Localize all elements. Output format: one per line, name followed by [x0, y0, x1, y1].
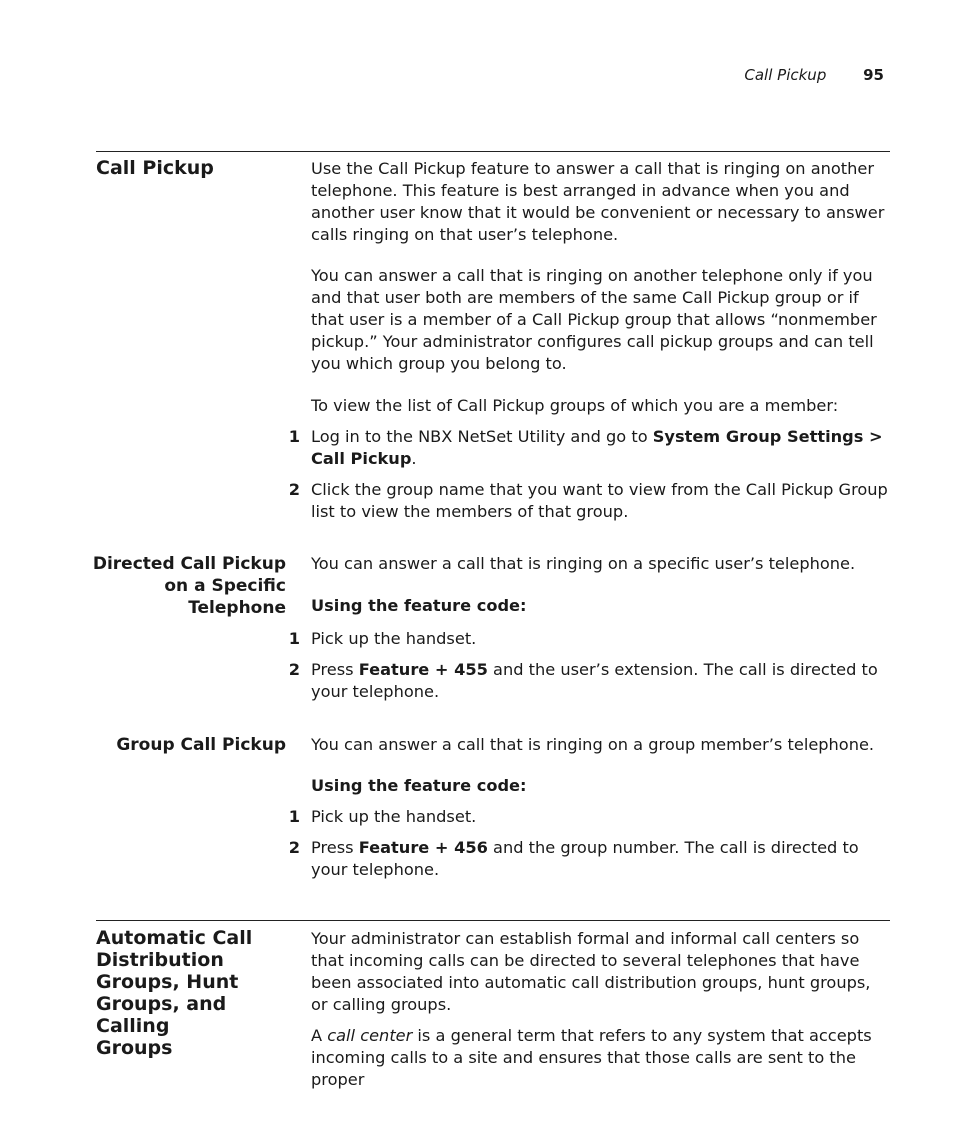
feature-code: Feature + 456	[358, 838, 488, 857]
menu-path: System Group Settings > Call Pickup	[311, 427, 883, 468]
step-number: 2	[288, 480, 300, 499]
page-number: 95	[863, 66, 884, 84]
call-pickup-step-2: Click the group name that you want to view from the Call Pickup Group list to view the members of that group.	[311, 480, 888, 521]
step-number: 1	[288, 807, 300, 826]
running-header	[744, 66, 884, 84]
section-heading-call-pickup: Call Pickup	[96, 157, 214, 179]
header-section-name: Call Pickup	[744, 66, 827, 84]
subsection-heading-directed: Directed Call Pickup on a Specific Telephone	[92, 554, 286, 618]
directed-step-2: Press Feature + 455 and the user’s extension. The call is directed to your telephone.	[311, 660, 878, 701]
step-number: 2	[288, 660, 300, 679]
step-number: 2	[288, 838, 300, 857]
section-divider	[96, 151, 890, 152]
call-pickup-view-list: To view the list of Call Pickup groups of which you are a member:	[311, 396, 839, 415]
directed-intro: You can answer a call that is ringing on a specific user’s telephone.	[311, 554, 856, 573]
section-heading-acd: Automatic Call Distribution Groups, Hunt Groups, and Calling Groups	[96, 927, 253, 1059]
directed-step-1: Pick up the handset.	[311, 629, 477, 648]
feature-code-subheading: Using the feature code:	[311, 776, 527, 795]
group-step-1: Pick up the handset.	[311, 807, 477, 826]
feature-code: Feature + 455	[358, 660, 488, 679]
section-divider	[96, 920, 890, 921]
group-step-2: Press Feature + 456 and the group number. The call is directed to your telephone.	[311, 838, 859, 879]
call-pickup-membership: You can answer a call that is ringing on another telephone only if you and that user both are members of the same Call Pickup group or if that user is a member of a Call Pickup group that allows “nonmember pickup.” Your administrator configures call pickup groups and can tell you which group you belong to.	[311, 266, 877, 373]
call-pickup-intro: Use the Call Pickup feature to answer a call that is ringing on another telephone. This feature is best arranged in advance when you and another user know that it would be convenient or necessary to answer calls ringing on that user’s telephone.	[311, 159, 885, 244]
step-number: 1	[288, 629, 300, 648]
acd-intro: Your administrator can establish formal and informal call centers so that incoming calls can be directed to several telephones that have been associated into automatic call distribution groups, hunt groups, or calling groups.	[311, 929, 871, 1014]
acd-call-center-def: A call center is a general term that refers to any system that accepts incoming calls to a site and ensures that those calls are sent to the proper	[311, 1026, 872, 1089]
subsection-heading-group: Group Call Pickup	[116, 735, 286, 755]
feature-code-subheading: Using the feature code:	[311, 596, 527, 615]
step-number: 1	[288, 427, 300, 446]
call-pickup-step-1: Log in to the NBX NetSet Utility and go to System Group Settings > Call Pickup.	[311, 427, 883, 468]
term-call-center: call center	[327, 1026, 413, 1045]
group-intro: You can answer a call that is ringing on a group member’s telephone.	[311, 735, 875, 754]
